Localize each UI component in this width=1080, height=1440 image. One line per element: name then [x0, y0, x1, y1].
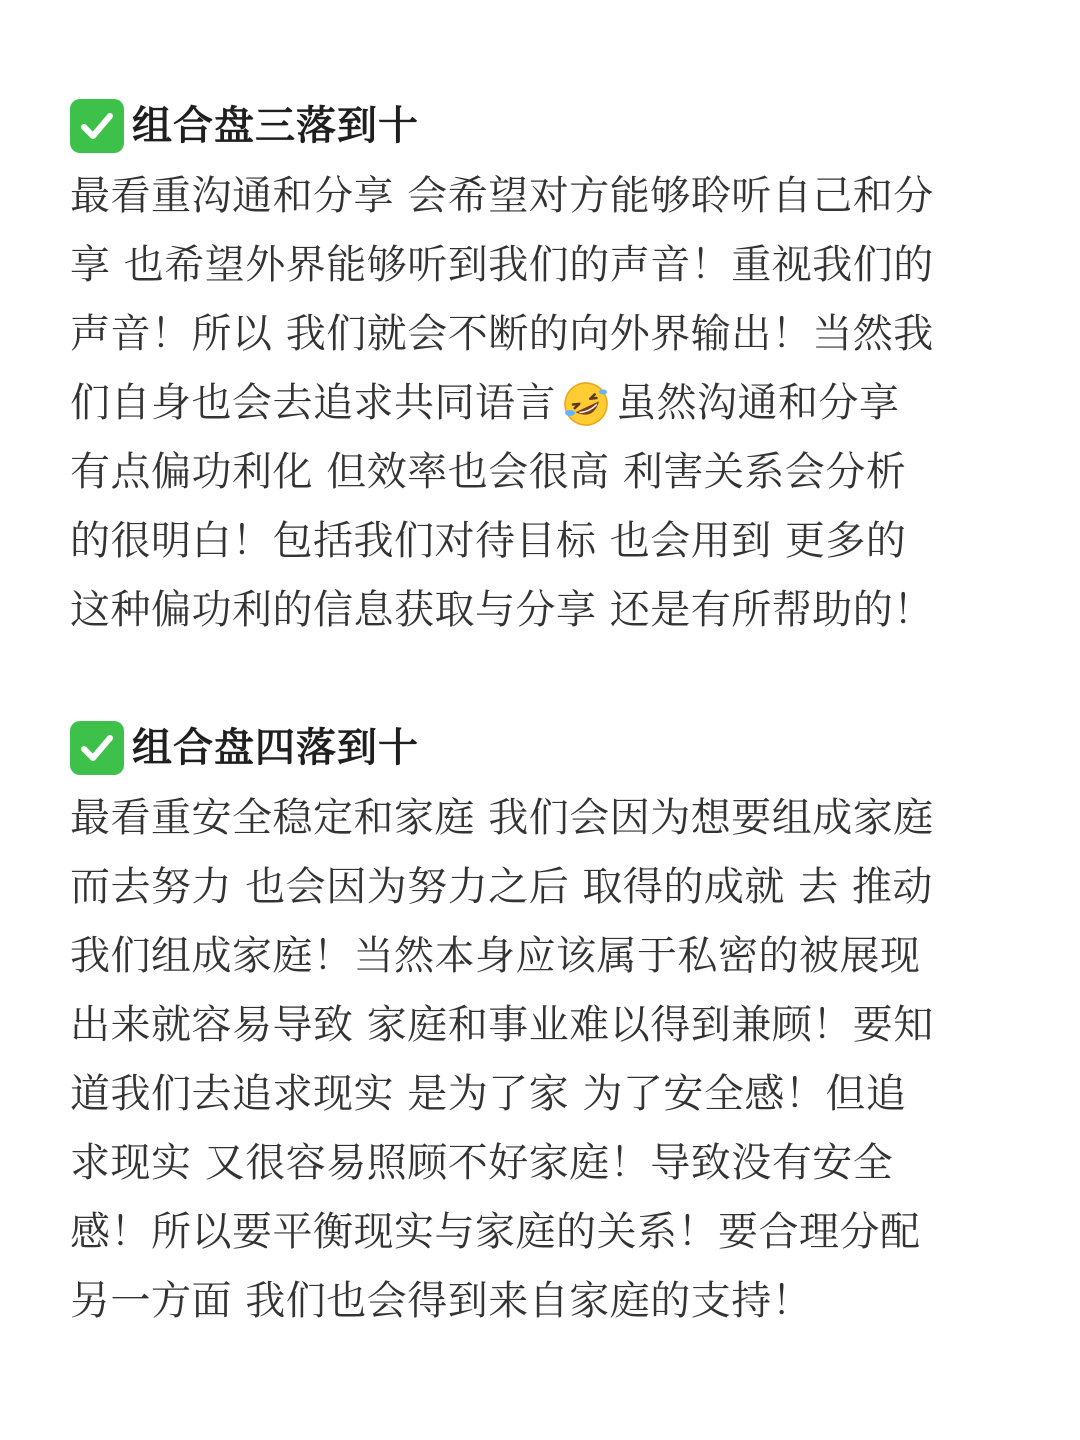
text-line: 感！所以要平衡现实与家庭的关系！要合理分配: [70, 1209, 921, 1255]
section-heading: [70, 718, 1010, 778]
text-line: 求现实 又很容易照顾不好家庭！导致没有安全: [70, 1140, 894, 1186]
check-mark-icon: [70, 721, 124, 775]
section-heading-text: 组合盘三落到十: [132, 103, 419, 149]
section-body: [70, 784, 1010, 1336]
text-line: 道我们去追求现实 是为了家 为了安全感！但追: [70, 1071, 907, 1117]
text-line: 享 也希望外界能够听到我们的声音！重视我们的: [70, 242, 934, 288]
section-heading: [70, 96, 1010, 156]
text-line: 另一方面 我们也会得到来自家庭的支持！: [70, 1278, 813, 1324]
text-line: 我们组成家庭！当然本身应该属于私密的被展现: [70, 933, 921, 979]
text-line-with-emoji: [70, 369, 1010, 438]
check-mark-icon: [70, 99, 124, 153]
text-segment: 虽然沟通和分享: [616, 380, 900, 426]
section-combo-four: [70, 718, 1010, 1336]
text-line: 出来就容易导致 家庭和事业难以得到兼顾！要知: [70, 1002, 934, 1048]
text-line: 而去努力 也会因为努力之后 取得的成就 去 推动: [70, 864, 933, 910]
section-body: [70, 162, 1010, 645]
text-line: 这种偏功利的信息获取与分享 还是有所帮助的！: [70, 587, 934, 633]
text-segment: 们自身也会去追求共同语言: [70, 380, 556, 426]
text-line: 的很明白！包括我们对待目标 也会用到 更多的: [70, 518, 907, 564]
text-line: 声音！所以 我们就会不断的向外界输出！当然我: [70, 311, 934, 357]
section-heading-text: 组合盘四落到十: [132, 725, 419, 771]
text-line: 最看重安全稳定和家庭 我们会因为想要组成家庭: [70, 795, 934, 841]
text-line: 有点偏功利化 但效率也会很高 利害关系会分析: [70, 449, 907, 495]
rolling-on-floor-laughing-icon: [562, 380, 610, 428]
text-line: 最看重沟通和分享 会希望对方能够聆听自己和分: [70, 173, 934, 219]
section-combo-three: [70, 96, 1010, 645]
